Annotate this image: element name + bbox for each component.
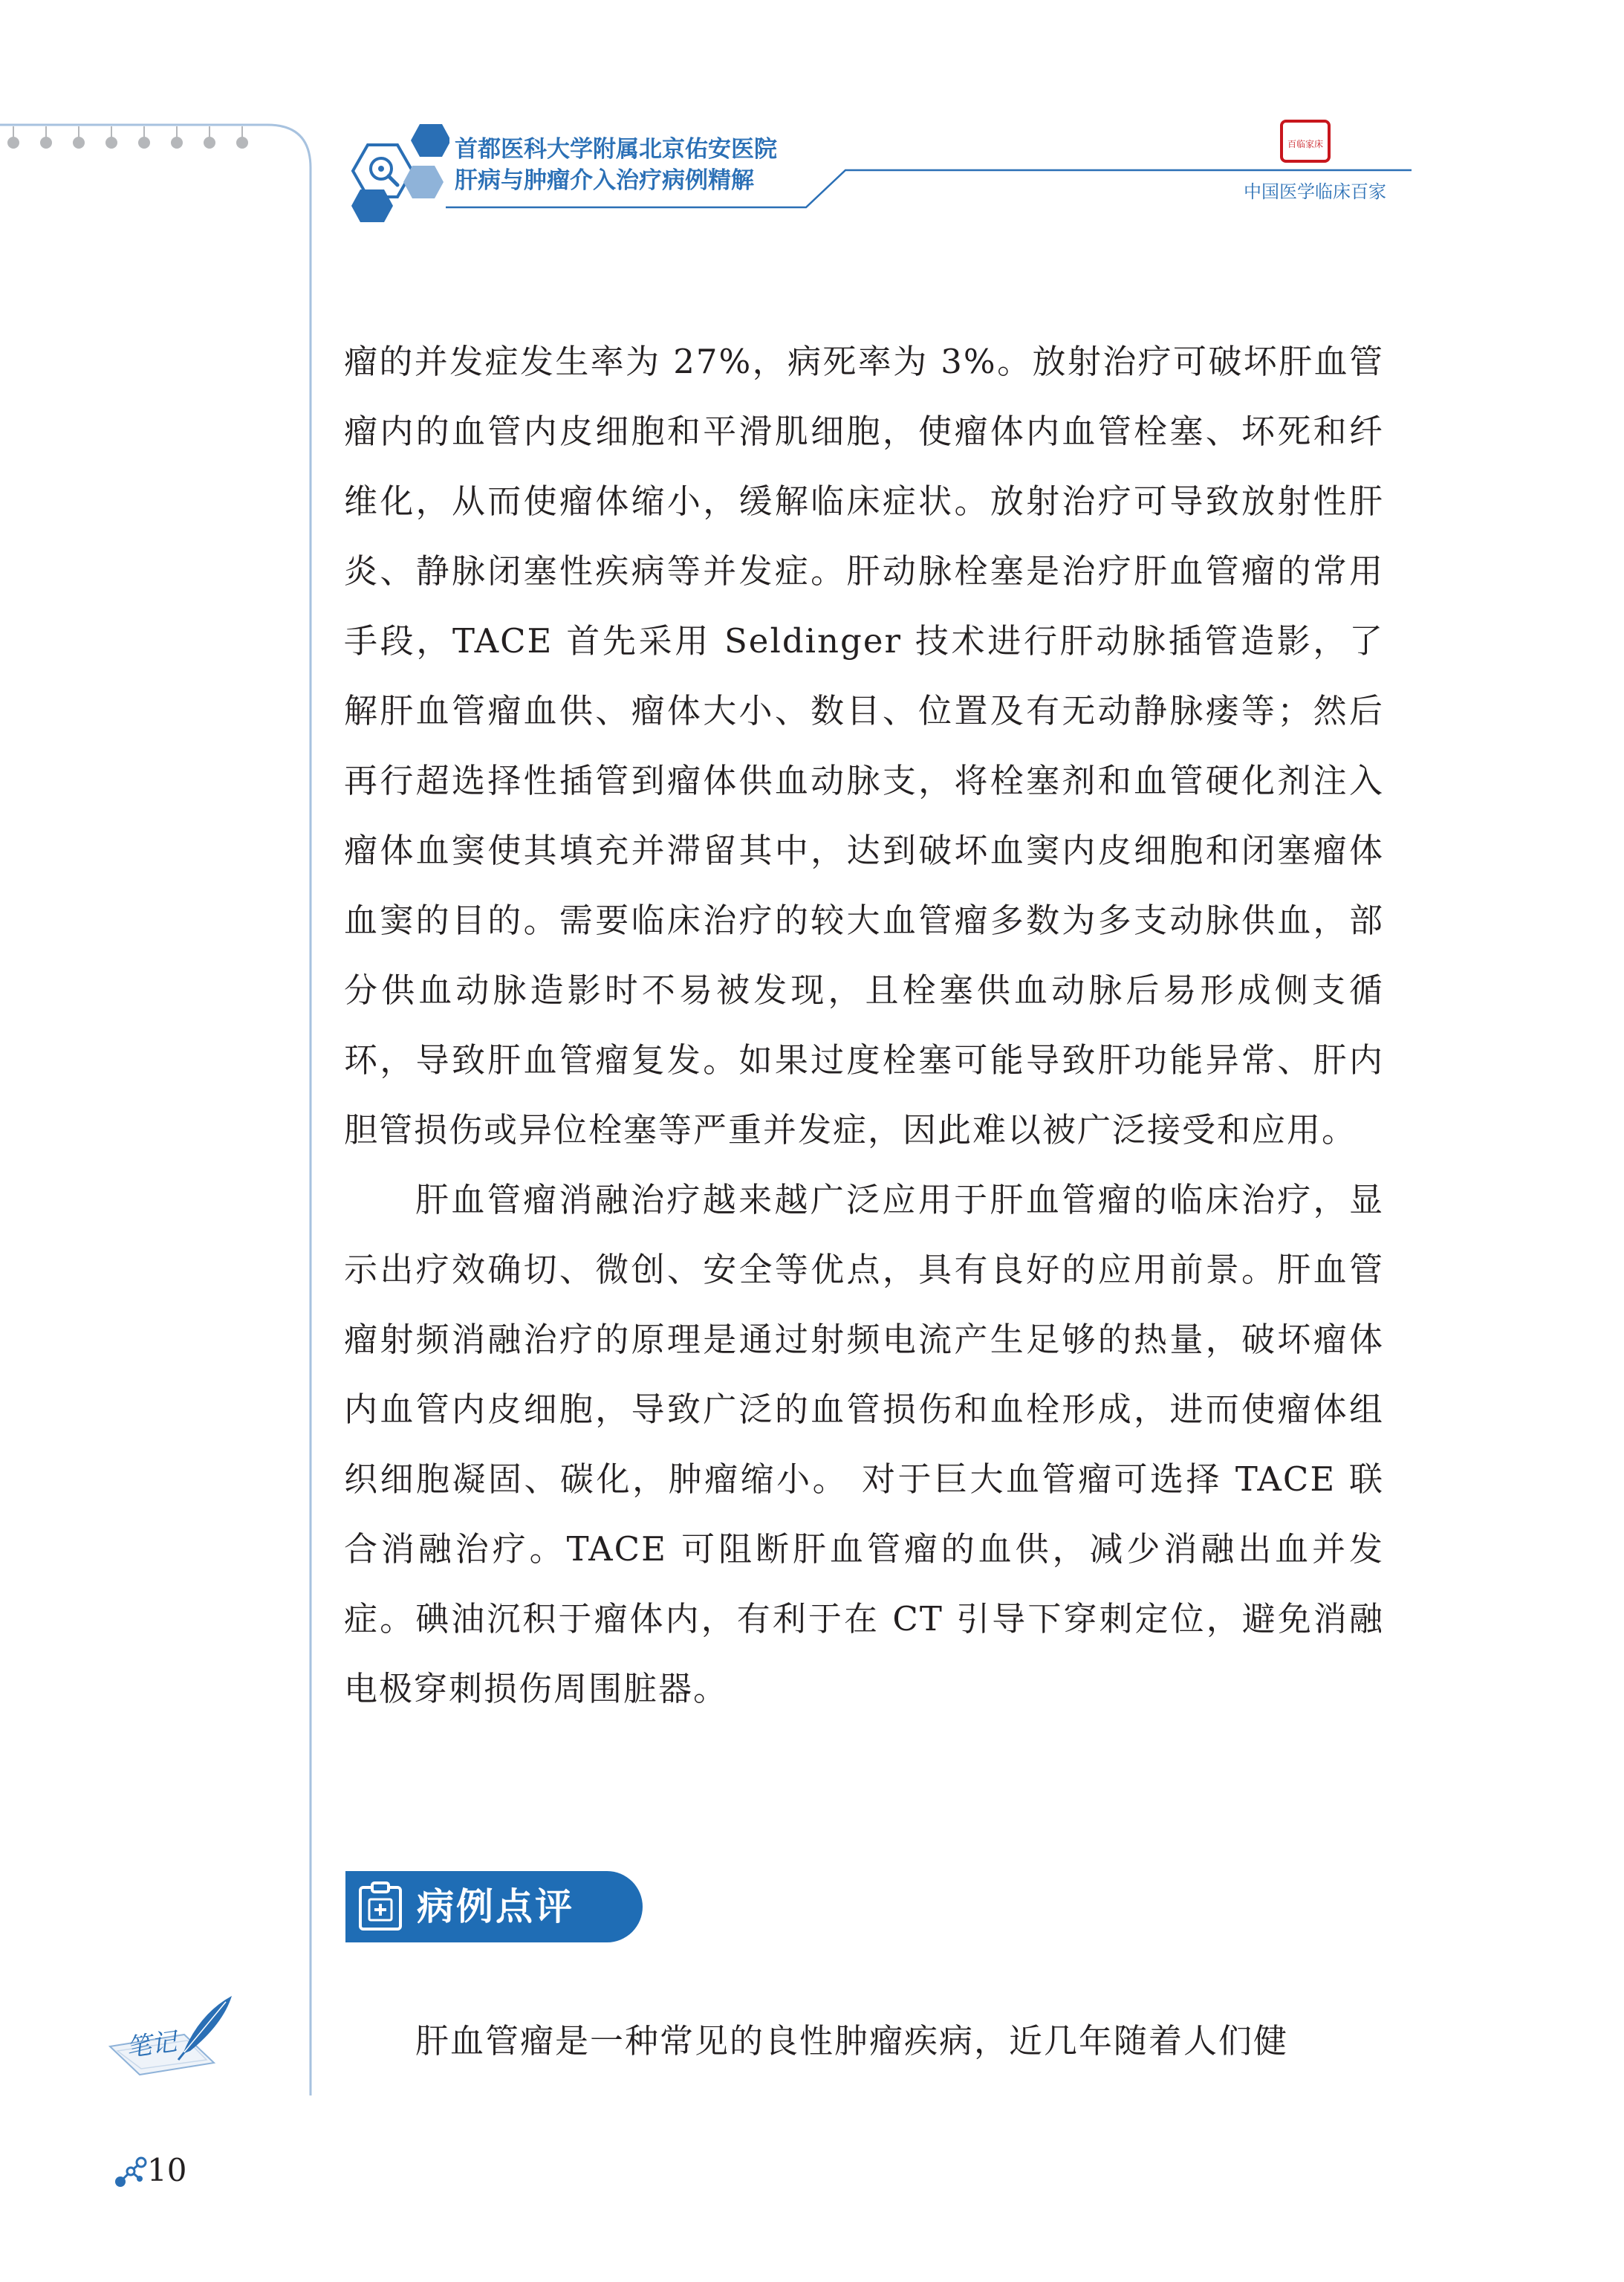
seal-text: 百临家床	[1287, 139, 1324, 149]
section-text	[344, 2006, 1384, 2076]
main-text	[344, 327, 1384, 1724]
body-paragraph-2: 肝血管瘤消融治疗越来越广泛应用于肝血管瘤的临床治疗，显示出疗效确切、微创、安全等优点，具有良好的应用前景。肝血管瘤射频消融治疗的原理是通过射频电流产生足够的热量，破坏瘤体内血管内皮细胞，导致广泛的血管损伤和血栓形成，进而使瘤体组织细胞凝固、碳化，肿瘤缩小。 对于巨大血管瘤可选择 TACE 联合消融治疗。TACE 可阻断肝血管瘤的血供，减少消融出血并发症。碘油沉积于瘤体内，有利于在 CT 引导下穿刺定位，避免消融电极穿刺损伤周围脏器。	[344, 1180, 1384, 1708]
seal-stamp-icon	[1279, 119, 1331, 163]
header-hospital-name: 首都医科大学附属北京佑安医院	[455, 136, 777, 163]
hexagon-magnifier-logo-icon	[338, 115, 449, 227]
header-series-name: 中国医学临床百家	[1244, 181, 1386, 202]
section-paragraph-1: 肝血管瘤是一种常见的良性肿瘤疾病，近几年随着人们健	[415, 2021, 1289, 2061]
body-paragraph-1: 瘤的并发症发生率为 27%，病死率为 3%。放射治疗可破坏肝血管瘤内的血管内皮细胞和平滑肌细胞，使瘤体内血管栓塞、坏死和纤维化，从而使瘤体缩小，缓解临床症状。放射治疗可导致放射性肝炎、静脉闭塞性疾病等并发症。肝动脉栓塞是治疗肝血管瘤的常用手段，TACE 首先采用 Seldinger 技术进行肝动脉插管造影，了解肝血管瘤血供、瘤体大小、数目、位置及有无动静脉瘘等；然后再行超选择性插管到瘤体供血动脉支，将栓塞剂和血管硬化剂注入瘤体血窦使其填充并滞留其中，达到破坏血窦内皮细胞和闭塞瘤体血窦的目的。需要临床治疗的较大血管瘤多数为多支动脉供血，部分供血动脉造影时不易被发现，且栓塞供血动脉后易形成侧支循环，导致肝血管瘤复发。如果过度栓塞可能导致肝功能异常、肝内胆管损伤或异位栓塞等严重并发症，因此难以被广泛接受和应用。	[344, 342, 1384, 1150]
notes-feather-pen-icon	[95, 1991, 236, 2081]
molecule-page-icon	[111, 2153, 149, 2191]
margin-rule	[0, 119, 327, 2110]
header-book-title: 肝病与肿瘤介入治疗病例精解	[455, 167, 754, 194]
clipboard-medical-icon	[356, 1881, 405, 1932]
section-heading-case-review	[345, 1871, 643, 1942]
section-title: 病例点评	[417, 1885, 574, 1928]
page-number: 10	[147, 2152, 187, 2188]
note-label: 笔记	[124, 2026, 179, 2064]
